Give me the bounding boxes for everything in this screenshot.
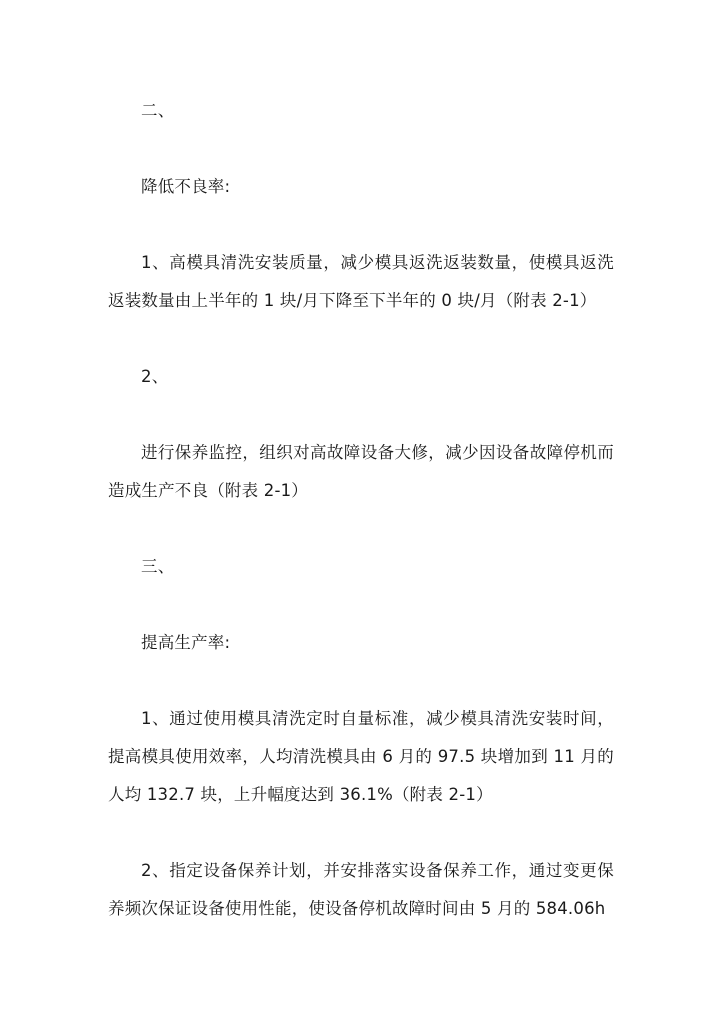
- paragraph-maintenance-plan: 2、指定设备保养计划，并安排落实设备保养工作，通过变更保养频次保证设备使用性能，使设备停机故障时间由 5 月的 584.06h: [108, 861, 614, 918]
- list-marker-two: 2、: [141, 367, 169, 386]
- paragraph-mold-cleaning-quality: 1、高模具清洗安装质量，减少模具返洗返装数量，使模具返洗返装数量由上半年的 1 块/月下降至下半年的 0 块/月（附表 2-1）: [108, 253, 614, 310]
- subheading-reduce-defect-rate: 降低不良率:: [141, 177, 231, 196]
- section-heading-three: 三、: [141, 557, 175, 576]
- subheading-improve-productivity: 提高生产率:: [141, 633, 231, 652]
- section-heading-two: 二、: [141, 101, 175, 120]
- paragraph-cleaning-standard: 1、通过使用模具清洗定时自量标准，减少模具清洗安装时间，提高模具使用效率，人均清洗模具由 6 月的 97.5 块增加到 11 月的人均 132.7 块，上升幅度达到 36.1%（附表 2-1）: [108, 709, 614, 804]
- document-body: [108, 92, 614, 928]
- paragraph-maintenance-monitoring: 进行保养监控，组织对高故障设备大修，减少因设备故障停机而造成生产不良（附表 2-1）: [108, 443, 614, 500]
